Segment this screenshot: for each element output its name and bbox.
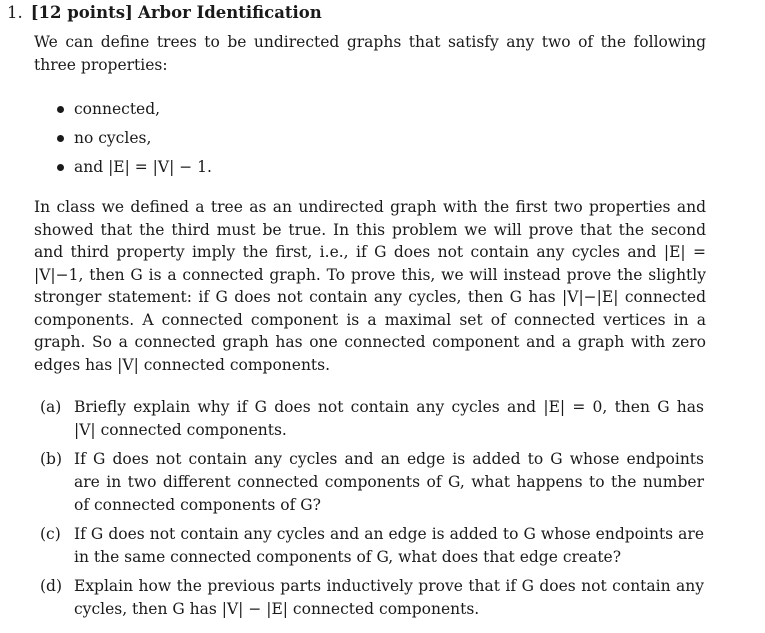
part-line: of connected components of G?	[74, 496, 321, 514]
part-line: If G does not contain any cycles and an edge is added to G whose endpoints	[74, 450, 704, 468]
list-item	[56, 95, 212, 124]
part-label: (d)	[40, 577, 63, 595]
part-line: Briefly explain why if G does not contain any cycles and |E| = 0, then G has	[74, 398, 704, 416]
body-line: edges has |V| connected components.	[34, 355, 331, 374]
list-item	[56, 153, 212, 182]
body-line: In class we defined a tree as an undirected graph with the first two properties and	[34, 198, 706, 216]
part-text	[74, 575, 704, 621]
intro-paragraph	[34, 31, 706, 76]
problem-number: 1.	[7, 3, 23, 22]
problem-points: [12 points]	[30, 3, 133, 22]
part-line: are in two different connected components of G, what happens to the number	[74, 473, 704, 491]
body-paragraph	[34, 196, 706, 376]
part-line: If G does not contain any cycles and an edge is added to G whose endpoints are	[74, 525, 704, 543]
body-line: graph. So a connected graph has one connected component and a graph with zero	[34, 333, 706, 351]
list-item	[40, 575, 704, 621]
part-text	[74, 396, 704, 442]
list-item	[40, 523, 704, 569]
problem-title: Arbor Identification	[138, 3, 322, 22]
part-line: |V| connected components.	[74, 421, 287, 439]
part-line: Explain how the previous parts inductively prove that if G does not contain any	[74, 577, 704, 595]
property-text: no cycles,	[74, 129, 152, 147]
part-text	[74, 448, 704, 517]
part-text	[74, 523, 704, 569]
list-item	[40, 448, 704, 517]
bullet-icon	[57, 164, 64, 171]
list-item	[56, 124, 212, 153]
part-label: (a)	[40, 398, 62, 416]
sub-questions	[40, 396, 704, 627]
part-label: (c)	[40, 525, 61, 543]
bullet-icon	[57, 106, 64, 113]
list-item	[40, 396, 704, 442]
body-line: and third property imply the first, i.e., if G does not contain any cycles and |E| =	[34, 243, 706, 261]
part-label: (b)	[40, 450, 63, 468]
part-line: cycles, then G has |V| − |E| connected components.	[74, 600, 480, 618]
body-line: |V|−1, then G is a connected graph. To prove this, we will instead prove the slightly	[34, 265, 706, 284]
intro-line: three properties:	[34, 55, 168, 74]
bullet-icon	[57, 135, 64, 142]
body-line: stronger statement: if G does not contain any cycles, then G has |V|−|E| connected	[34, 288, 706, 306]
part-line: in the same connected components of G, what does that edge create?	[74, 548, 622, 566]
properties-list	[56, 95, 212, 182]
problem-heading	[7, 2, 322, 24]
property-text: connected,	[74, 100, 161, 118]
body-line: components. A connected component is a maximal set of connected vertices in a	[34, 310, 706, 329]
body-line: showed that the third must be true. In this problem we will prove that the second	[34, 220, 706, 239]
intro-line: We can define trees to be undirected graphs that satisfy any two of the following	[34, 33, 706, 51]
property-text: and |E| = |V| − 1.	[74, 158, 212, 176]
